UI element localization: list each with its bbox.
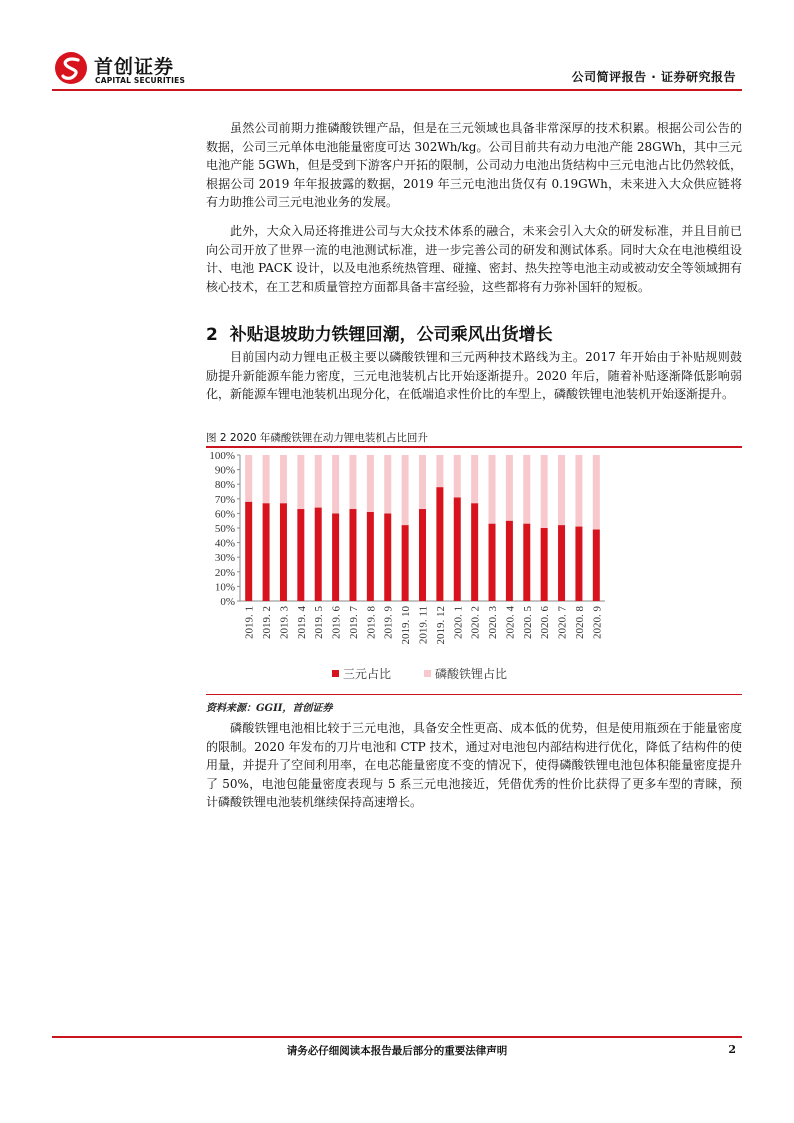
section-heading xyxy=(206,320,742,345)
x-tick-label: 2020. 7 xyxy=(556,606,569,639)
bar-lfp xyxy=(593,455,600,529)
x-tick-label: 2020. 3 xyxy=(487,606,500,639)
bar-ternary xyxy=(558,525,565,601)
bar-ternary xyxy=(575,527,582,601)
bar-ternary xyxy=(245,502,252,601)
bar-lfp xyxy=(506,455,513,521)
bar-ternary xyxy=(593,529,600,601)
y-tick-label: 30% xyxy=(214,552,235,565)
x-tick-label: 2019. 11 xyxy=(417,606,430,645)
section-title: 补贴退坡助力铁锂回潮，公司乘风出货增长 xyxy=(229,325,553,345)
y-tick-label: 80% xyxy=(214,479,235,492)
bar-ternary xyxy=(419,509,426,601)
x-tick-label: 2019. 12 xyxy=(434,606,447,645)
legal-notice: 请务必仔细阅读本报告最后部分的重要法律声明 xyxy=(286,1045,508,1057)
bar-lfp xyxy=(245,455,252,502)
bar-lfp xyxy=(402,455,409,525)
y-tick-label: 20% xyxy=(214,566,235,579)
paragraph: 目前国内动力锂电正极主要以磷酸铁锂和三元两种技术路线为主。2017 年开始由于补贴规则鼓励提升新能源车能力密度，三元电池装机占比开始逐渐提升。2020 年后，随着补贴逐渐降低影响弱化，新能源车锂电池装机出现分化，在低端追求性价比的车型上，磷酸铁锂电池装机开始逐渐提升。 xyxy=(206,350,742,402)
bar-ternary xyxy=(332,513,339,601)
paragraph: 此外，大众入局还将推进公司与大众技术体系的融合，未来会引入大众的研发标准，并且目前已向公司开放了世界一流的电池测试标准，进一步完善公司的研发和测试体系。同时大众在电池模组设计、电池 PACK 设计，以及电池系统热管理、碰撞、密封、热失控等电池主动或被动安全等领域拥有核心技术，在工艺和质量管控方面都具备丰富经验，这些都将有力弥补国轩的短板。 xyxy=(206,223,742,294)
bar-ternary xyxy=(315,508,322,601)
bar-ternary xyxy=(541,528,548,601)
bar-lfp xyxy=(384,455,391,513)
y-tick-label: 10% xyxy=(214,581,235,594)
x-tick-label: 2020. 4 xyxy=(504,606,517,639)
bar-lfp xyxy=(523,455,530,524)
x-tick-label: 2019. 4 xyxy=(295,606,308,639)
bar-ternary xyxy=(454,497,461,601)
x-tick-label: 2019. 9 xyxy=(382,606,395,639)
bar-lfp xyxy=(471,455,478,503)
x-tick-label: 2019. 3 xyxy=(278,606,291,639)
figure-bottom-rule xyxy=(206,694,742,695)
header-divider xyxy=(52,89,742,91)
y-tick-label: 70% xyxy=(214,493,235,506)
company-logo-icon xyxy=(54,51,88,85)
logo-en-text: CAPITAL SECURITIES xyxy=(95,76,186,85)
legend-swatch-lfp xyxy=(424,670,431,677)
x-tick-label: 2020. 9 xyxy=(591,606,604,639)
bar-lfp xyxy=(349,455,356,509)
bar-lfp xyxy=(541,455,548,528)
bar-ternary xyxy=(523,524,530,601)
x-tick-label: 2020. 5 xyxy=(521,606,534,639)
bar-ternary xyxy=(384,513,391,601)
paragraph: 磷酸铁锂电池相比较于三元电池，具备安全性更高、成本低的优势，但是使用瓶颈在于能量密度的限制。2020 年发布的刀片电池和 CTP 技术，通过对电池包内部结构进行优化，降低了结构件的使用量，并提升了空间利用率，在电芯能量密度不变的情况下，使得磷酸铁锂电池包体积能量密度提升了 50%，电池包能量密度表现与 5 系三元电池接近，凭借优秀的性价比获得了更多车型的青睐，预计磷酸铁锂电池装机继续保持高速增长。 xyxy=(206,721,742,810)
bar-lfp xyxy=(280,455,287,503)
section-number: 2 xyxy=(206,325,218,345)
x-tick-label: 2019. 6 xyxy=(330,606,343,639)
bar-lfp xyxy=(332,455,339,513)
logo-cn-text: 首创证券 xyxy=(94,56,175,78)
y-tick-label: 60% xyxy=(214,508,235,521)
legend-label-ternary: 三元占比 xyxy=(343,667,392,681)
bar-ternary xyxy=(489,524,496,601)
y-tick-label: 90% xyxy=(214,464,235,477)
figure-source: 资料来源：GGII，首创证券 xyxy=(206,703,333,714)
bar-ternary xyxy=(263,503,270,601)
bar-lfp xyxy=(558,455,565,525)
x-tick-label: 2019. 1 xyxy=(243,606,256,639)
legend-label-lfp: 磷酸铁锂占比 xyxy=(435,667,508,681)
body-top xyxy=(206,119,742,296)
legend-swatch-ternary xyxy=(332,670,339,677)
footer-divider xyxy=(52,1036,742,1038)
body-mid xyxy=(206,348,742,404)
bar-lfp xyxy=(367,455,374,512)
y-tick-label: 0% xyxy=(220,596,235,608)
bar-lfp xyxy=(315,455,322,508)
x-tick-label: 2019. 5 xyxy=(313,606,326,639)
bar-lfp xyxy=(419,455,426,509)
x-tick-label: 2019. 10 xyxy=(400,606,413,645)
page-number: 2 xyxy=(728,1043,736,1056)
x-tick-label: 2020. 1 xyxy=(452,606,465,639)
report-type: 公司简评报告 · 证券研究报告 xyxy=(571,70,736,84)
y-tick-label: 100% xyxy=(209,450,235,462)
stacked-bar-chart xyxy=(200,448,620,692)
y-tick-label: 50% xyxy=(214,523,235,535)
x-tick-label: 2019. 8 xyxy=(365,606,378,639)
x-tick-label: 2020. 6 xyxy=(539,606,552,639)
bar-ternary xyxy=(297,509,304,601)
x-tick-label: 2020. 2 xyxy=(469,606,482,639)
bar-ternary xyxy=(367,512,374,601)
bar-lfp xyxy=(297,455,304,509)
x-tick-label: 2019. 7 xyxy=(347,606,360,639)
bar-ternary xyxy=(471,503,478,601)
x-tick-label: 2019. 2 xyxy=(261,606,274,639)
bar-ternary xyxy=(402,525,409,601)
body-bottom xyxy=(206,719,742,812)
bar-ternary xyxy=(436,487,443,601)
bar-lfp xyxy=(575,455,582,527)
figure-title: 图 2 2020 年磷酸铁锂在动力锂电装机占比回升 xyxy=(206,432,428,444)
y-tick-label: 40% xyxy=(214,537,235,550)
bar-lfp xyxy=(263,455,270,503)
bar-lfp xyxy=(454,455,461,497)
page-header xyxy=(52,48,742,90)
bar-lfp xyxy=(489,455,496,524)
bar-lfp xyxy=(436,455,443,487)
paragraph: 虽然公司前期力推磷酸铁锂产品，但是在三元领域也具备非常深厚的技术积累。根据公司公告的数据，公司三元单体电池能量密度可达 302Wh/kg。公司目前共有动力电池产能 28GWh，其中三元电池产能 5GWh，但是受到下游客户开拓的限制，公司动力电池出货结构中三元电池占比仍然较低，根据公司 2019 年年报披露的数据，2019 年三元电池出货仅有 0.19GWh，未来进入大众供应链将有力助推公司三元电池业务的发展。 xyxy=(206,121,742,210)
bar-ternary xyxy=(349,509,356,601)
x-tick-label: 2020. 8 xyxy=(573,606,586,639)
bar-ternary xyxy=(506,521,513,601)
bar-ternary xyxy=(280,503,287,601)
